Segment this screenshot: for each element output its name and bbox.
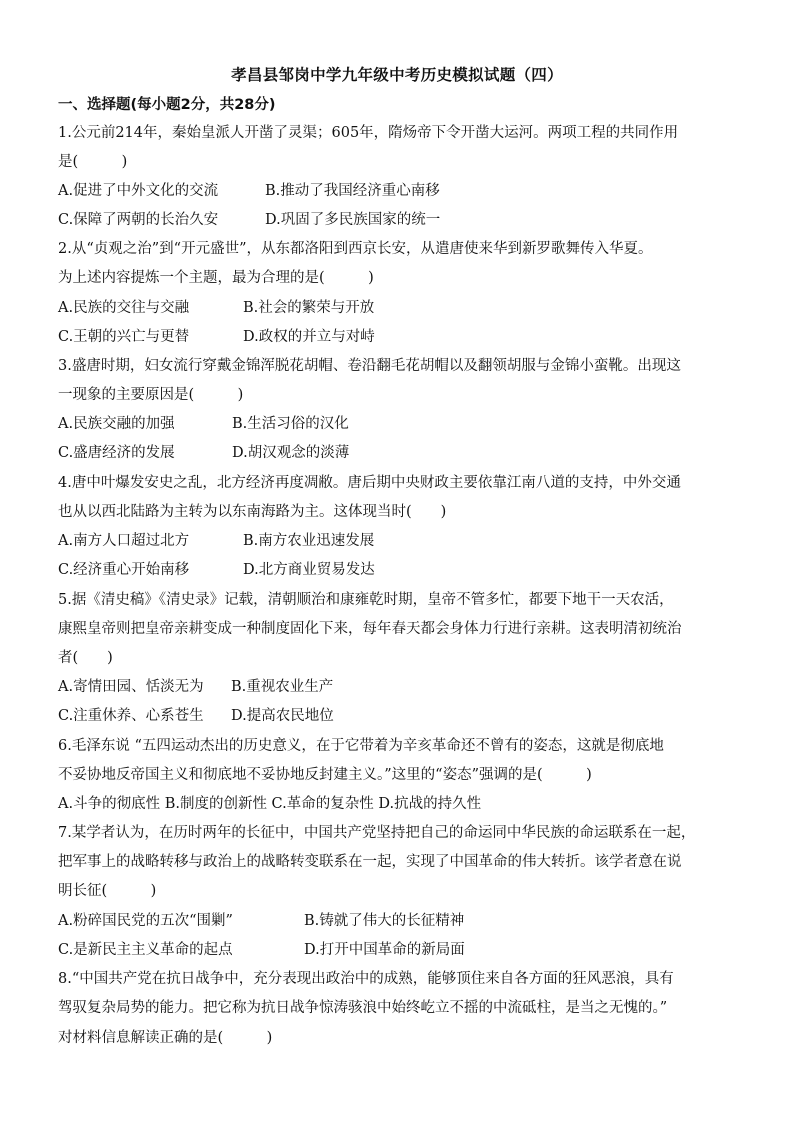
question-1-option-a: A.促进了中外文化的交流: [58, 183, 219, 199]
question-2-line-2: 为上述内容提炼一个主题，最为合理的是( ): [58, 270, 374, 286]
question-2-line-1: 2.从“贞观之治”到“开元盛世”，从东都洛阳到西京长安，从遣唐使来华到新罗歌舞传入华夏。: [58, 241, 653, 257]
question-6-options: A.斗争的彻底性 B.制度的创新性 C.革命的复杂性 D.抗战的持久性: [58, 796, 482, 812]
question-3-option-c: C.盛唐经济的发展: [58, 445, 175, 461]
question-7-option-c: C.是新民主主义革命的起点: [58, 942, 233, 958]
question-2-option-d: D.政权的并立与对峙: [243, 329, 375, 345]
question-3-line-1: 3.盛唐时期，妇女流行穿戴金锦浑脱花胡帽、卷沿翻毛花胡帽以及翻领胡服与金锦小蛮靴。出现这: [58, 358, 681, 374]
question-4-option-d: D.北方商业贸易发达: [243, 562, 375, 578]
question-8-line-2: 驾驭复杂局势的能力。把它称为抗日战争惊涛骇浪中始终屹立不摇的中流砥柱，是当之无愧的。”: [58, 1000, 668, 1016]
question-7-line-3: 明长征( ): [58, 883, 157, 899]
question-6-line-2: 不妥协地反帝国主义和彻底地不妥协地反封建主义。”这里的“姿态”强调的是( ): [58, 767, 592, 783]
question-3-option-b: B.生活习俗的汉化: [232, 416, 349, 432]
question-3-option-a: A.民族交融的加强: [58, 416, 175, 432]
question-3-line-2: 一现象的主要原因是( ): [58, 387, 244, 403]
question-4-option-a: A.南方人口超过北方: [58, 533, 190, 549]
question-4-option-b: B.南方农业迅速发展: [243, 533, 375, 549]
page-title: 孝昌县邹岗中学九年级中考历史模拟试题（四）: [231, 66, 563, 84]
question-3-option-d: D.胡汉观念的淡薄: [232, 445, 350, 461]
question-7-option-a: A.粉碎国民党的五次“围剿”: [58, 913, 233, 929]
question-7-line-2: 把军事上的战略转移与政治上的战略转变联系在一起，实现了中国革命的伟大转折。该学者意在说: [58, 854, 682, 870]
question-2-option-c: C.王朝的兴亡与更替: [58, 329, 190, 345]
question-4-line-2: 也从以西北陆路为主转为以东南海路为主。这体现当时( ): [58, 504, 447, 520]
question-8-line-1: 8.“中国共产党在抗日战争中，充分表现出政治中的成熟，能够顶住来自各方面的狂风恶浪，具有: [58, 971, 674, 987]
question-6-line-1: 6.毛泽东说 “五四运动杰出的历史意义，在于它带着为辛亥革命还不曾有的姿态，这就是彻底地: [58, 738, 664, 754]
question-5-option-c: C.注重休养、心系苍生: [58, 708, 204, 724]
question-1-option-b: B.推动了我国经济重心南移: [265, 183, 440, 199]
question-1-option-c: C.保障了两朝的长治久安: [58, 212, 219, 228]
question-1-line-2: 是( ): [58, 154, 128, 170]
question-5-option-b: B.重视农业生产: [231, 679, 334, 695]
question-5-line-3: 者( ): [58, 650, 113, 666]
question-5-option-a: A.寄情田园、恬淡无为: [58, 679, 204, 695]
question-8-line-3: 对材料信息解读正确的是( ): [58, 1030, 273, 1046]
question-7-option-b: B.铸就了伟大的长征精神: [304, 913, 465, 929]
question-1-line-1: 1.公元前214年，秦始皇派人开凿了灵渠；605年，隋炀帝下令开凿大运河。两项工程的共同作用: [58, 125, 679, 141]
question-4-option-c: C.经济重心开始南移: [58, 562, 190, 578]
question-5-option-d: D.提高农民地位: [231, 708, 334, 724]
question-5-line-1: 5.据《清史稿》《清史录》记载，清朝顺治和康雍乾时期，皇帝不管多忙，都要下地干一天农活，: [58, 592, 674, 608]
question-7-option-d: D.打开中国革命的新局面: [304, 942, 465, 958]
question-7-line-1: 7.某学者认为，在历时两年的长征中，中国共产党坚持把自己的命运同中华民族的命运联系在一起，: [58, 825, 696, 841]
question-1-option-d: D.巩固了多民族国家的统一: [265, 212, 441, 228]
question-5-line-2: 康熙皇帝则把皇帝亲耕变成一种制度固化下来，每年春天都会身体力行进行亲耕。这表明清初统治: [58, 621, 682, 637]
section-heading: 一、选择题(每小题2分，共28分): [58, 97, 276, 113]
question-2-option-a: A.民族的交往与交融: [58, 300, 190, 316]
question-4-line-1: 4.唐中叶爆发安史之乱，北方经济再度凋敝。唐后期中央财政主要依靠江南八道的支持，中外交通: [58, 475, 681, 491]
question-2-option-b: B.社会的繁荣与开放: [243, 300, 375, 316]
